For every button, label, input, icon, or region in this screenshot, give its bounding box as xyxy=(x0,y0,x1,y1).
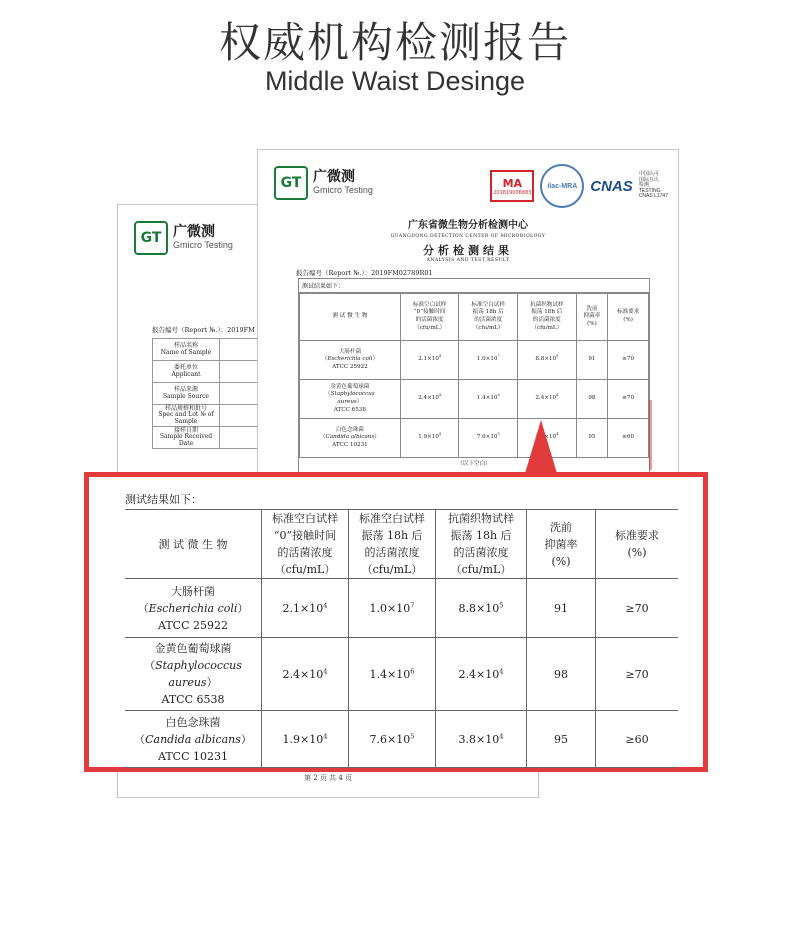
table-header-row xyxy=(125,510,678,579)
table-row xyxy=(125,638,678,711)
brand-logo xyxy=(134,221,233,255)
table-row xyxy=(125,579,678,638)
result-title-cn: 分析检测结果 xyxy=(423,244,513,257)
table-row: 样品规格和批号 Spec and Lot № of Sample xyxy=(153,405,397,427)
report-number: 报告编号（Report №.）：2019FM02789R01 xyxy=(296,269,433,277)
value-cell: $1.9\times 10^4$ xyxy=(262,711,349,768)
value-cell: $3.8\times 10^4$ xyxy=(436,711,527,768)
header-antibacterial: 抗菌织物试样 振荡 18h 后 的活菌浓度 （cfu/mL） xyxy=(436,510,527,579)
page-title: 权威机构检测报告 xyxy=(218,18,571,67)
rate-cell: 98 xyxy=(527,638,596,711)
header-standard: 标准要求 (%) xyxy=(596,510,679,579)
results-caption: 测试结果如下： xyxy=(125,493,202,506)
zoomed-results-callout xyxy=(84,472,708,772)
mini-results-table: 测试结果如下： 测 试 微 生 物 标准空白试样 “0”接触时间 的活菌浓度 （cfu/mL） 标准空白试样 振荡 18h 后 的活菌浓度 （cfu/mL） 抗菌织物试样 振荡 18h 后 的活菌浓度 （cfu/mL） 洗前 抑菌率 (%) 标准要求 (%) 大肠杆菌 （Escherichia coli） ATCC 25922 $2.1\times 10^4$ $1.0\times 10^7$ $8.8\times 10^5$ 91 ≥70 金黄色葡萄球菌 （Staphylococcus aureus） ATCC 6538 $2.4\times 10^4$ $1.4\times 10^6$ $2.4\times 10^4$ 98 ≥70 白色念珠菌 （Candida albicans） ATCC 10231 $1.9\times 10^4$ $7.6\times 10^5$ $3.8\times 10^4$ 95 ≥60 （以下空白） xyxy=(298,278,650,473)
brand-name-en: Gmicro Testing xyxy=(173,239,233,250)
header-organism: 测 试 微 生 物 xyxy=(125,510,262,579)
value-cell: $7.6\times 10^5$ xyxy=(349,711,436,768)
blank-note: （以下空白） xyxy=(457,461,491,468)
organism-cell: 大肠杆菌 （Escherichia coli） ATCC 25922 xyxy=(125,579,262,638)
value-cell: $8.8\times 10^5$ xyxy=(436,579,527,638)
value-cell: $1.0\times 10^7$ xyxy=(349,579,436,638)
brand-name-en: Gmicro Testing xyxy=(313,184,373,195)
report-number-back: 报告编号（Report №.）：2019FM xyxy=(152,326,255,334)
center-name-en: GUANGDONG DETECTION CENTER OF MICROBIOLOGY xyxy=(390,234,546,239)
table-row: 样品名称 Name of Sample xyxy=(153,339,397,361)
table-row xyxy=(125,711,678,768)
table-row: 金黄色葡萄球菌 （Staphylococcus aureus） ATCC 6538 $2.4\times 10^4$ $1.4\times 10^6$ $2.4\times 10^4$ 98 ≥70 xyxy=(300,380,649,419)
ilac-mra-badge-icon: ilac-MRA xyxy=(540,164,584,208)
rate-cell: 95 xyxy=(527,711,596,768)
header-rate: 洗前 抑菌率 (%) xyxy=(527,510,596,579)
table-row: 白色念珠菌 （Candida albicans） ATCC 10231 $1.9\times 10^4$ $7.6\times 10^5$ $3.8\times 10^4$ 95 ≥60 xyxy=(300,419,649,458)
brand-name-cn: 广微测 xyxy=(313,169,355,186)
result-title-en: ANALYSIS AND TEST RESULT xyxy=(426,258,510,263)
value-cell: $2.4\times 10^4$ xyxy=(436,638,527,711)
organism-cell: 金黄色葡萄球菌 （Staphylococcus aureus） ATCC 6538 xyxy=(125,638,262,711)
rate-cell: 91 xyxy=(527,579,596,638)
value-cell: $2.1\times 10^4$ xyxy=(262,579,349,638)
report-page-front xyxy=(257,149,679,481)
table-row: 样品来源 Sample Source xyxy=(153,383,397,405)
brand-logo xyxy=(274,166,373,200)
accreditation-badges xyxy=(490,164,668,208)
table-row: 接样日期 Sample Received Date xyxy=(153,427,397,449)
cma-badge-icon: MA 201819006883 xyxy=(490,170,534,202)
center-name-cn: 广东省微生物分析检测中心 xyxy=(408,220,528,231)
cnas-badge-icon: CNAS xyxy=(590,177,633,195)
value-cell: $2.4\times 10^4$ xyxy=(262,638,349,711)
gt-logo-icon: GT xyxy=(134,221,168,255)
standard-cell: ≥70 xyxy=(596,638,679,711)
red-seal-icon xyxy=(649,400,678,470)
value-cell: $1.4\times 10^6$ xyxy=(349,638,436,711)
table-row: 委托单位 Applicant xyxy=(153,361,397,383)
table-row: 大肠杆菌 （Escherichia coli） ATCC 25922 $2.1\times 10^4$ $1.0\times 10^7$ $8.8\times 10^5$ 91 ≥70 xyxy=(300,341,649,380)
page-number: 第 2 页 共 4 页 xyxy=(303,774,353,782)
brand-name-cn: 广微测 xyxy=(173,224,215,241)
standard-cell: ≥60 xyxy=(596,711,679,768)
page-subtitle: Middle Waist Desinge xyxy=(264,66,526,96)
cnas-badge-text: 中国认可 国际互认 检测 TESTING CNAS L1747 xyxy=(638,171,668,200)
organism-cell: 白色念珠菌 （Candida albicans） ATCC 10231 xyxy=(125,711,262,768)
standard-cell: ≥70 xyxy=(596,579,679,638)
header-blank0: 标准空白试样 “0”接触时间 的活菌浓度 （cfu/mL） xyxy=(262,510,349,579)
header-blank18: 标准空白试样 振荡 18h 后 的活菌浓度 （cfu/mL） xyxy=(349,510,436,579)
callout-arrow-icon xyxy=(523,420,559,480)
gt-logo-icon: GT xyxy=(274,166,308,200)
results-table xyxy=(125,509,678,768)
